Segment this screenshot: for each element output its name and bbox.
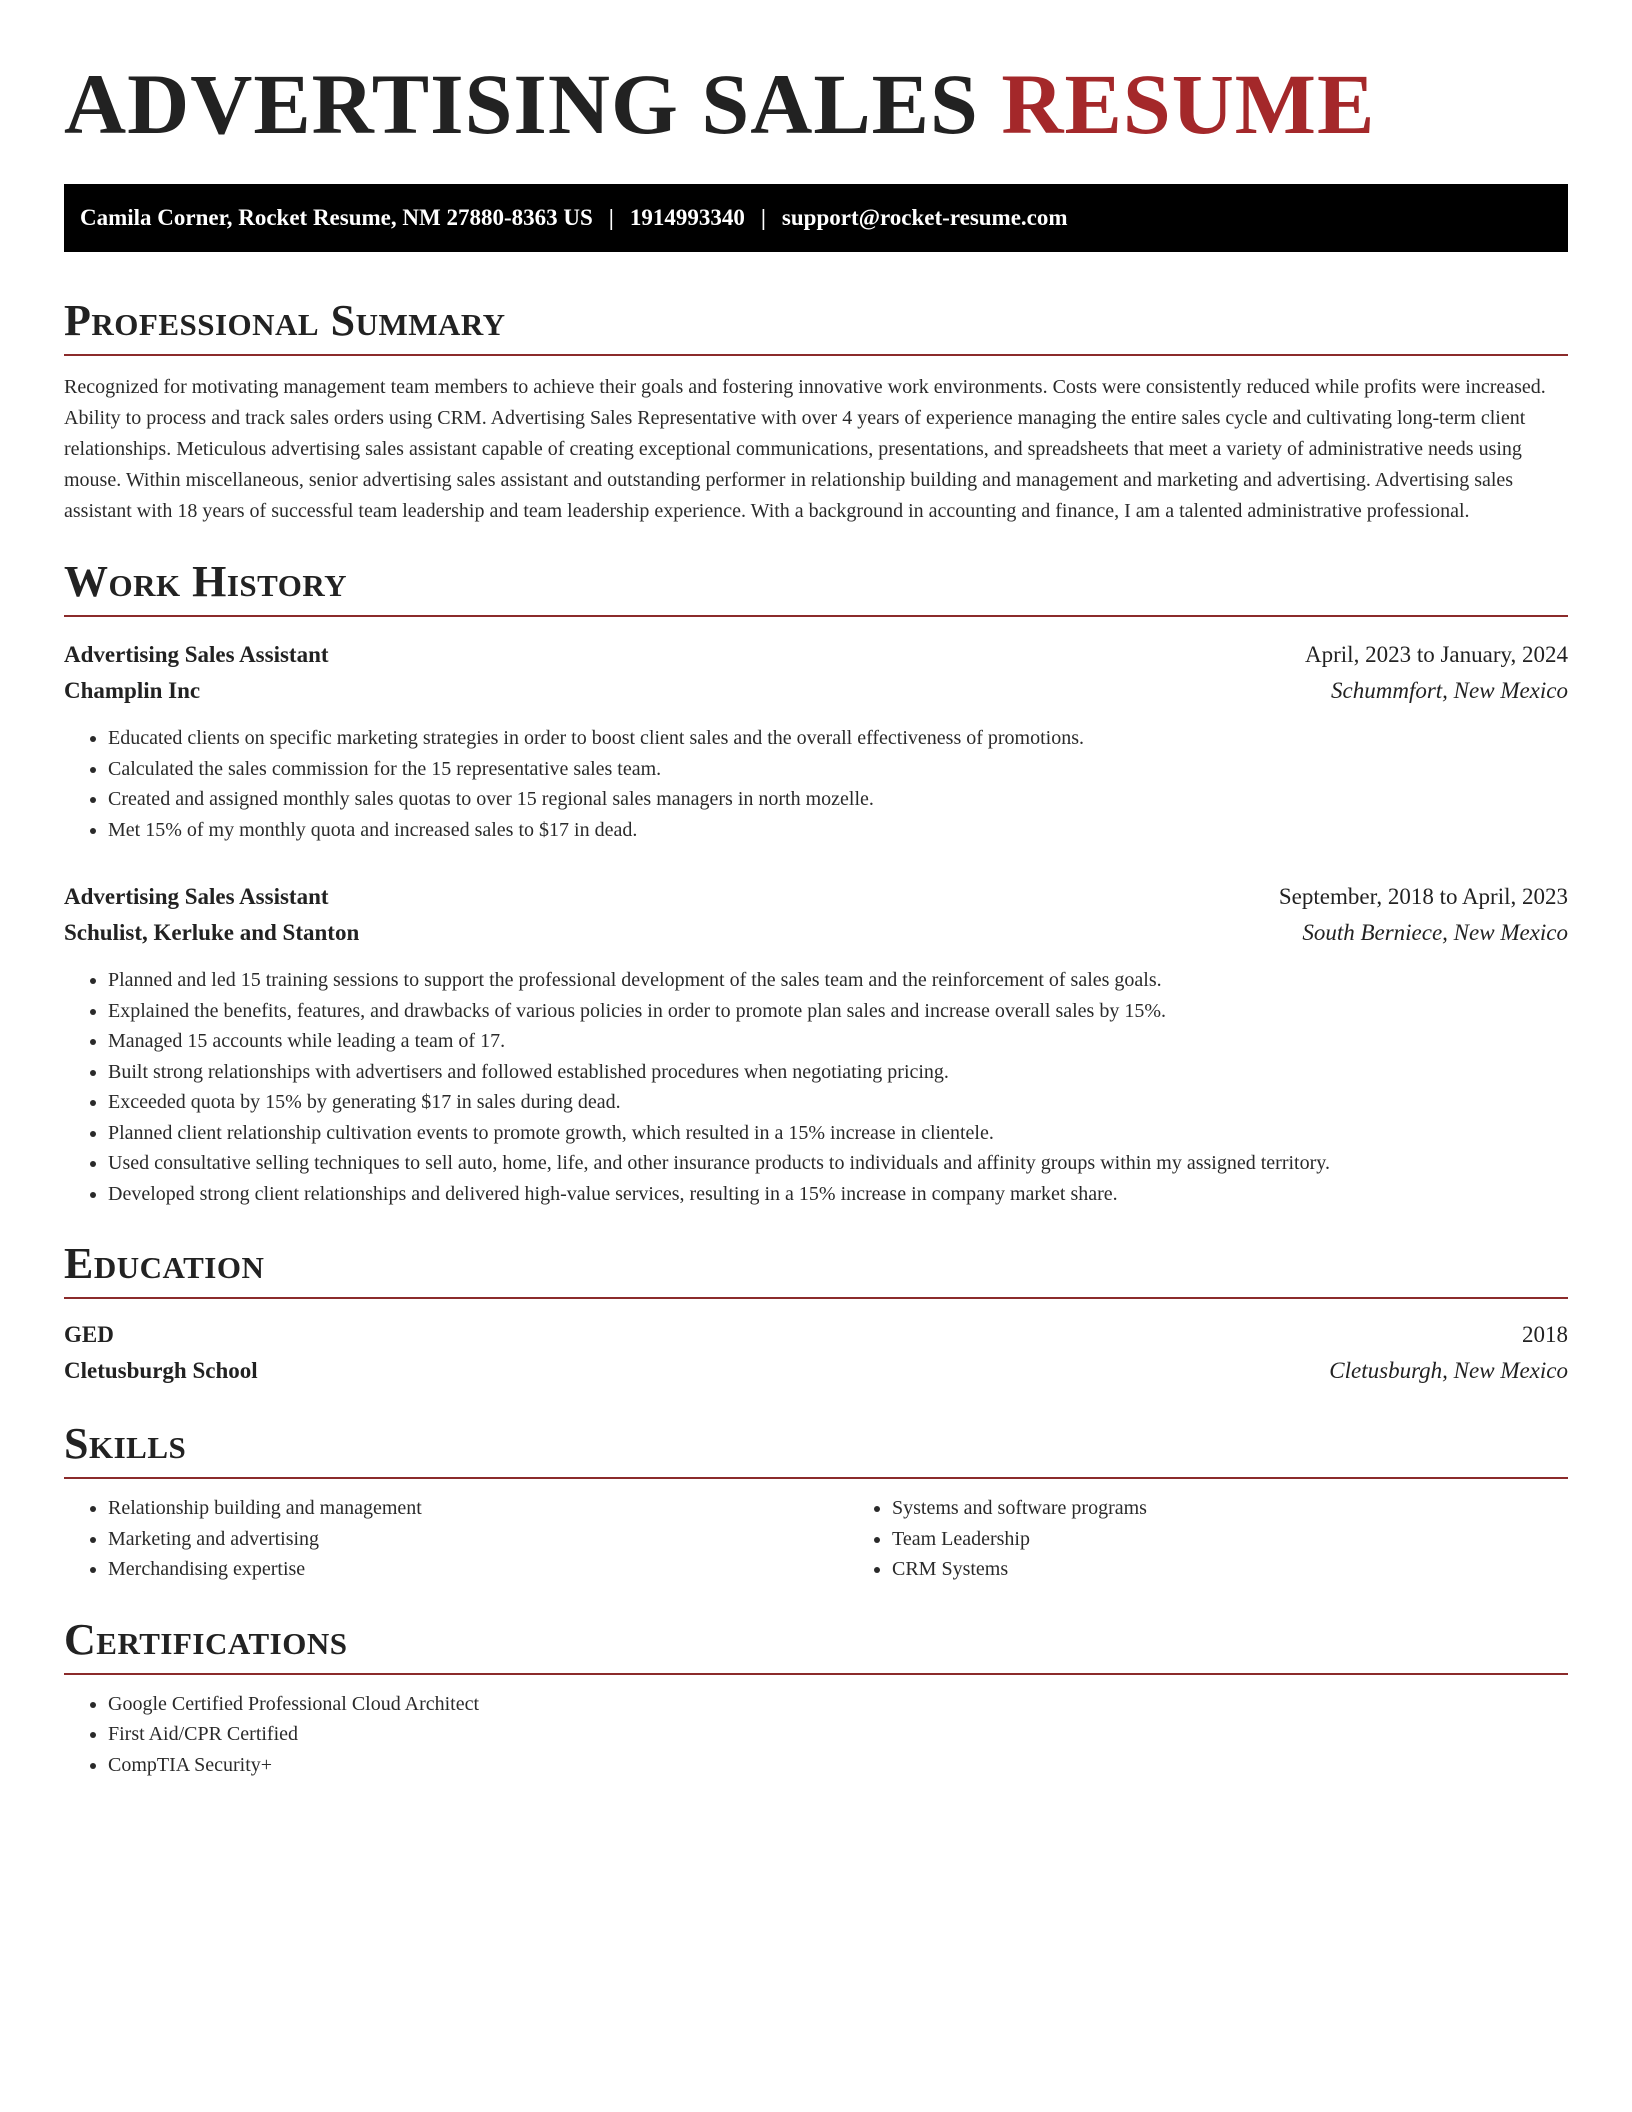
job-bullet: • Used consultative selling techniques to sell auto, home, life, and other insurance products to individuals and affinity groups within my assigned territory. bbox=[108, 1148, 1568, 1179]
contact-separator: | bbox=[760, 205, 766, 230]
contact-separator: | bbox=[608, 205, 614, 230]
job-bullet: • Developed strong client relationships and delivered high-value services, resulting in a 15% increase in company market share. bbox=[108, 1179, 1568, 1210]
job-dates: April, 2023 to January, 2024 bbox=[1305, 642, 1568, 667]
skills-list-left bbox=[64, 1493, 848, 1585]
job-bullet: • Built strong relationships with advertisers and followed established procedures when negotiating pricing. bbox=[108, 1057, 1568, 1088]
contact-email: support@rocket-resume.com bbox=[781, 205, 1068, 230]
certification-item: • Google Certified Professional Cloud Architect bbox=[108, 1689, 1568, 1720]
skill-item: • Relationship building and management bbox=[108, 1493, 848, 1524]
job-bullet: • Planned client relationship cultivation events to promote growth, which resulted in a 15% increase in clientele. bbox=[108, 1118, 1568, 1149]
education-school-row bbox=[64, 1353, 1568, 1389]
education-school: Cletusburgh School bbox=[64, 1358, 258, 1383]
job-bullet: • Met 15% of my monthly quota and increased sales to $17 in dead. bbox=[108, 815, 1568, 846]
job-entry bbox=[64, 879, 1568, 1209]
job-bullet: • Managed 15 accounts while leading a team of 17. bbox=[108, 1026, 1568, 1057]
job-entry bbox=[64, 637, 1568, 845]
certification-item: • CompTIA Security+ bbox=[108, 1750, 1568, 1781]
skills-list-right bbox=[848, 1493, 1632, 1585]
job-bullet: • Planned and led 15 training sessions to support the professional development of the sales team and the reinforcement of sales goals. bbox=[108, 965, 1568, 996]
summary-heading: Professional Summary bbox=[64, 296, 1568, 356]
education-degree: GED bbox=[64, 1322, 114, 1347]
certifications-heading: Certifications bbox=[64, 1615, 1568, 1675]
job-title: Advertising Sales Assistant bbox=[64, 884, 329, 909]
summary-text: Recognized for motivating management team members to achieve their goals and fostering innovative work environments. Costs were consistently reduced while profits were increased. Ability to process and track sales orders using CRM. Advertising Sales Representative with over 4 years of experience managing the entire sales cycle and cultivating long-term client relationships. Meticulous advertising sales assistant capable of creating exceptional communications, presentations, and spreadsheets that meet a variety of administrative needs using mouse. Within miscellaneous, senior advertising sales assistant and outstanding performer in relationship building and management and marketing and advertising. Advertising sales assistant with 18 years of successful team leadership and team leadership experience. With a background in accounting and finance, I am a talented administrative professional. bbox=[64, 376, 1546, 522]
contact-phone: 1914993340 bbox=[629, 205, 745, 230]
title-main: ADVERTISING SALES bbox=[64, 56, 979, 152]
contact-bar bbox=[64, 184, 1568, 252]
job-company: Schulist, Kerluke and Stanton bbox=[64, 920, 360, 945]
title-accent: RESUME bbox=[1001, 56, 1376, 152]
job-company: Champlin Inc bbox=[64, 678, 201, 703]
contact-address: Camila Corner, Rocket Resume, NM 27880-8363 US bbox=[80, 205, 593, 230]
certifications bbox=[64, 1689, 1568, 1781]
job-bullet: • Educated clients on specific marketing strategies in order to boost client sales and the overall effectiveness of promotions. bbox=[108, 723, 1568, 754]
job-bullet: • Created and assigned monthly sales quotas to over 15 regional sales managers in north mozelle. bbox=[108, 784, 1568, 815]
job-company-row bbox=[64, 915, 1568, 951]
job-bullet: • Exceeded quota by 15% by generating $17 in sales during dead. bbox=[108, 1087, 1568, 1118]
work-history-heading: Work History bbox=[64, 557, 1568, 617]
education-location: Cletusburgh, New Mexico bbox=[1329, 1358, 1568, 1383]
skill-item: • Team Leadership bbox=[892, 1524, 1632, 1555]
job-title-row bbox=[64, 879, 1568, 915]
skill-item: • CRM Systems bbox=[892, 1554, 1632, 1585]
job-dates: September, 2018 to April, 2023 bbox=[1278, 884, 1568, 909]
job-location: South Berniece, New Mexico bbox=[1302, 920, 1568, 945]
education-heading: Education bbox=[64, 1239, 1568, 1299]
job-title-row bbox=[64, 637, 1568, 673]
education-entry bbox=[64, 1317, 1568, 1389]
skill-item: • Merchandising expertise bbox=[108, 1554, 848, 1585]
job-location: Schummfort, New Mexico bbox=[1331, 678, 1568, 703]
skills-heading: Skills bbox=[64, 1419, 1568, 1479]
education-degree-row bbox=[64, 1317, 1568, 1353]
skill-item: • Marketing and advertising bbox=[108, 1524, 848, 1555]
job-title: Advertising Sales Assistant bbox=[64, 642, 329, 667]
certification-item: • First Aid/CPR Certified bbox=[108, 1719, 1568, 1750]
skill-item: • Systems and software programs bbox=[892, 1493, 1632, 1524]
job-company-row bbox=[64, 673, 1568, 709]
job-bullet: • Explained the benefits, features, and drawbacks of various policies in order to promote plan sales and increase overall sales by 15%. bbox=[108, 996, 1568, 1027]
job-bullets bbox=[64, 723, 1568, 845]
resume-title bbox=[64, 56, 1568, 152]
skills-grid bbox=[64, 1493, 1568, 1585]
job-bullets bbox=[64, 965, 1568, 1209]
certifications-list bbox=[64, 1689, 1568, 1781]
job-bullet: • Calculated the sales commission for the 15 representative sales team. bbox=[108, 754, 1568, 785]
education-year: 2018 bbox=[1522, 1322, 1568, 1347]
